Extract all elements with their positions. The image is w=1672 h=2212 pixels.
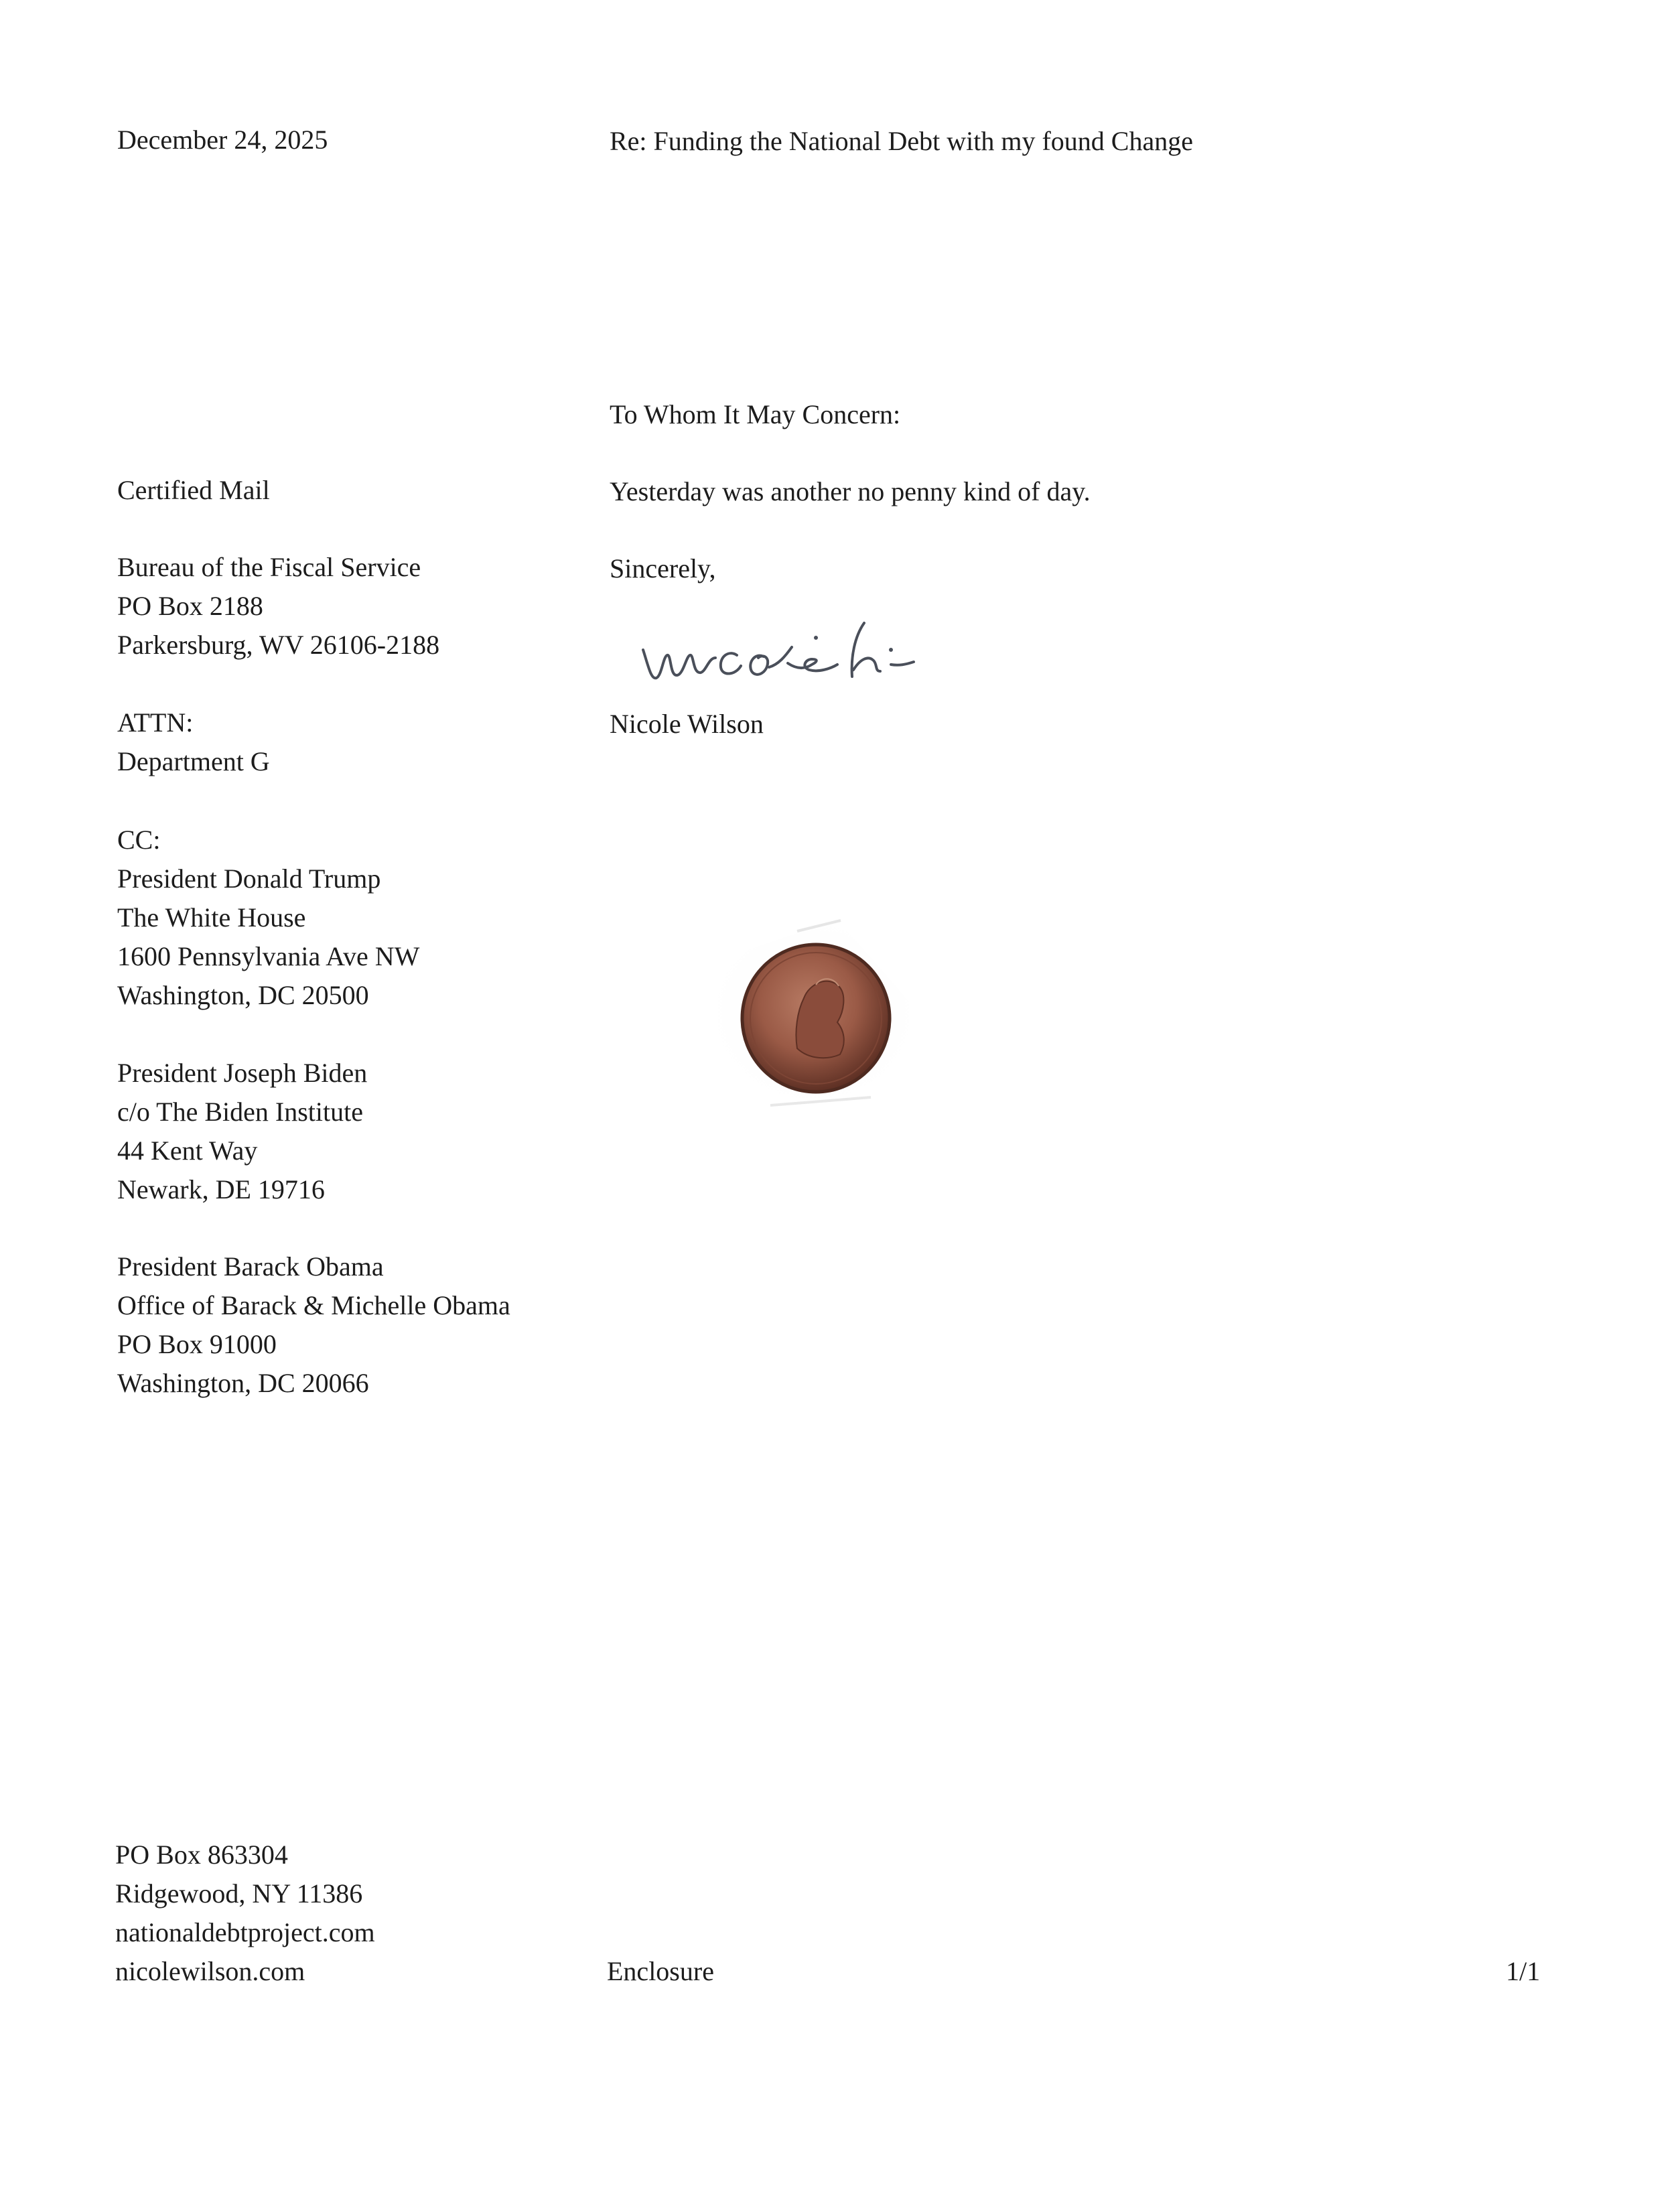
- address-line: The White House: [117, 902, 306, 932]
- sender-contact: [115, 1836, 375, 1991]
- letter-date: December 24, 2025: [117, 125, 328, 155]
- address-line: Newark, DE 19716: [117, 1174, 325, 1204]
- sender-website: nationaldebtproject.com: [115, 1917, 375, 1947]
- complimentary-close: Sincerely,: [610, 553, 716, 583]
- letter-body: Yesterday was another no penny kind of day.: [610, 476, 1091, 506]
- subject-line: Re: Funding the National Debt with my found Change: [610, 126, 1193, 156]
- address-line: President Donald Trump: [117, 863, 381, 894]
- cc-biden: [117, 1054, 367, 1209]
- attn-department: Department G: [117, 746, 270, 776]
- cc-obama: [117, 1247, 510, 1403]
- address-line: Washington, DC 20500: [117, 980, 369, 1010]
- enclosure-note: Enclosure: [607, 1956, 714, 1986]
- attn-label: ATTN:: [117, 707, 194, 738]
- address-line: President Barack Obama: [117, 1251, 384, 1282]
- address-line: 44 Kent Way: [117, 1135, 258, 1166]
- address-line: Office of Barack & Michelle Obama: [117, 1290, 510, 1320]
- cc-trump: [117, 821, 419, 1015]
- address-line: PO Box 2188: [117, 591, 263, 621]
- address-line: c/o The Biden Institute: [117, 1097, 363, 1127]
- mailing-method: Certified Mail: [117, 475, 270, 505]
- cc-label: CC:: [117, 825, 161, 855]
- address-line: Parkersburg, WV 26106-2188: [117, 630, 440, 660]
- address-line: Washington, DC 20066: [117, 1368, 369, 1398]
- address-line: PO Box 91000: [117, 1329, 277, 1359]
- attention-line: [117, 703, 270, 781]
- sender-city: Ridgewood, NY 11386: [115, 1878, 363, 1909]
- penny-enclosure-image: [697, 911, 938, 1125]
- sender-po-box: PO Box 863304: [115, 1840, 288, 1870]
- signature-image: [636, 603, 958, 690]
- address-line: President Joseph Biden: [117, 1058, 368, 1088]
- address-line: 1600 Pennsylvania Ave NW: [117, 941, 420, 971]
- salutation: To Whom It May Concern:: [610, 399, 901, 429]
- page-number: 1/1: [1506, 1956, 1541, 1986]
- signer-name: Nicole Wilson: [610, 709, 764, 739]
- address-line: Bureau of the Fiscal Service: [117, 552, 421, 582]
- sender-website: nicolewilson.com: [115, 1956, 305, 1986]
- recipient-address: [117, 548, 439, 665]
